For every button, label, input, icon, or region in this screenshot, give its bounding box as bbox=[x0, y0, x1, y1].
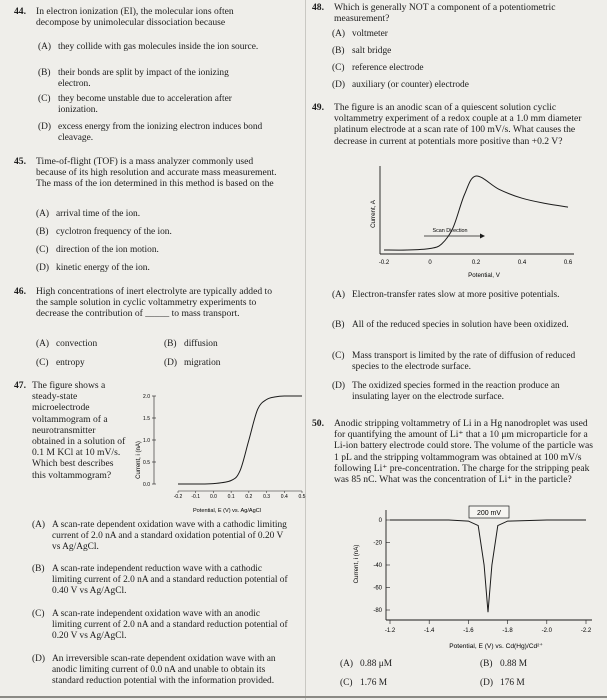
q50-option-a[interactable]: (A) 0.88 μM bbox=[340, 659, 393, 669]
question-number: 44. bbox=[14, 6, 26, 17]
q44-option-a[interactable]: (A) they collide with gas molecules inside the ion source. bbox=[38, 42, 259, 52]
q50-option-d[interactable]: (D) 176 M bbox=[480, 678, 525, 688]
x-tick-label: 0.6 bbox=[563, 260, 573, 266]
scale-bar-label: 200 mV bbox=[476, 510, 502, 517]
question-stem: The figure is an anodic scan of a quiescent solution cyclic voltammetry experiment of a redox couple at a 1.0 mm diameter platinum electrode at a scan rate of 100 mV/s. What causes the decrease in current at potentials more positive than +0.2 V? bbox=[334, 102, 582, 147]
y-tick-label: -60 bbox=[373, 585, 382, 592]
x-tick-label: 0 bbox=[428, 260, 432, 266]
y-axis-label: Current, i (nA) bbox=[353, 544, 360, 584]
y-axis-label: Current, i (nA) bbox=[136, 441, 142, 479]
y-ticks-50 bbox=[373, 518, 390, 614]
question-number: 49. bbox=[312, 102, 324, 113]
y-tick-label: 0.5 bbox=[143, 459, 150, 466]
q47-option-c[interactable]: (C) A scan-rate independent oxidation wave with an anodic limiting current of 2.0 nA and a standard reduction potential of 0.20 V vs Ag/AgCl. bbox=[32, 609, 288, 641]
x-tick-label: 0.0 bbox=[209, 494, 217, 500]
question-stem: Time-of-flight (TOF) is a mass analyzer commonly used because of its high resolution and accurate mass measurement. The mass of the ion determined in this method is based on the bbox=[36, 156, 277, 190]
scan-direction-label: Scan Direction bbox=[432, 228, 468, 234]
question-number: 46. bbox=[14, 286, 26, 297]
question-44 bbox=[14, 6, 296, 28]
question-stem: Anodic stripping voltammetry of Li in a Hg nanodroplet was used for quantifying the amount of Li⁺ that a 10 μm microparticle for a Li-ion battery electrode could store. The volume of the particle was 1 pL and the stripping voltammogram was obtained at 100 mV/s following Li⁺ pre-concentration. The charge for the stripping peak was 85 nC. What was the concentration of Li⁺ in the particle? bbox=[334, 418, 594, 486]
x-tick-label: 0.3 bbox=[263, 494, 271, 500]
q46-option-b[interactable]: (B) diffusion bbox=[164, 339, 218, 349]
x-tick-label: -1.8 bbox=[502, 628, 513, 634]
question-49 bbox=[312, 102, 602, 147]
q48-option-c[interactable]: (C) reference electrode bbox=[332, 63, 424, 73]
q45-option-d[interactable]: (D) kinetic energy of the ion. bbox=[36, 263, 150, 273]
x-tick-label: 0.4 bbox=[517, 260, 527, 266]
arrow-head-icon bbox=[480, 234, 485, 239]
x-tick-label: -1.4 bbox=[424, 628, 435, 634]
x-tick-label: 0.1 bbox=[227, 494, 235, 500]
q48-option-d[interactable]: (D) auxiliary (or counter) electrode bbox=[332, 80, 469, 90]
question-stem: The figure shows a steady-state microelectrode voltammogram of a neurotransmitter obtained in a solution of 0.1 M KCl at 10 mV/s. Which best describes this voltammogram? bbox=[32, 380, 126, 481]
q49-option-b[interactable]: (B) All of the reduced species in solution have been oxidized. bbox=[332, 320, 569, 330]
x-tick-label: 0.4 bbox=[280, 494, 288, 500]
column-divider bbox=[305, 0, 306, 700]
question-number: 47. bbox=[14, 380, 26, 391]
question-number: 48. bbox=[312, 2, 324, 13]
q49-option-a[interactable]: (A) Electron-transfer rates slow at more positive potentials. bbox=[332, 290, 560, 300]
cyclic-voltammogram-49-chart bbox=[362, 162, 582, 282]
question-stem: High concentrations of inert electrolyte are typically added to the sample solution in cyclic voltammetry experiments to decrease the contribution of _____ to mass transport. bbox=[36, 286, 273, 320]
y-axis-label: Current, A bbox=[370, 200, 377, 228]
question-number: 50. bbox=[312, 418, 324, 429]
x-ticks-50 bbox=[385, 620, 592, 634]
q49-option-d[interactable]: (D) The oxidized species formed in the reaction produce an insulating layer on the electrode surface. bbox=[332, 381, 560, 402]
q44-option-d[interactable]: (D) excess energy from the ionizing electron induces bond cleavage. bbox=[38, 122, 263, 143]
y-tick-label: 1.5 bbox=[143, 415, 150, 422]
x-ticks-49 bbox=[379, 260, 573, 266]
x-tick-label: -1.6 bbox=[463, 628, 474, 634]
q46-option-c[interactable]: (C) entropy bbox=[36, 358, 85, 368]
q46-option-d[interactable]: (D) migration bbox=[164, 358, 221, 368]
q45-option-b[interactable]: (B) cyclotron frequency of the ion. bbox=[36, 227, 172, 237]
q48-option-b[interactable]: (B) salt bridge bbox=[332, 46, 392, 56]
x-tick-label: -0.2 bbox=[173, 494, 183, 500]
question-47 bbox=[14, 380, 126, 481]
x-axis-label: Potential, E (V) vs. Cd(Hg)/Cd²⁺ bbox=[449, 643, 543, 650]
q50-option-b[interactable]: (B) 0.88 M bbox=[480, 659, 528, 669]
question-48 bbox=[312, 2, 602, 24]
x-tick-label: -0.1 bbox=[191, 494, 201, 500]
x-tick-label: 0.2 bbox=[471, 260, 481, 266]
q47-option-a[interactable]: (A) A scan-rate dependent oxidation wave with a cathodic limiting current of 2.0 nA and a standard oxidation potential of 0.20 V vs Ag/AgCl. bbox=[32, 520, 287, 552]
y-ticks-47 bbox=[143, 394, 156, 488]
question-50 bbox=[312, 418, 604, 485]
x-axis-label: Potential, E (V) vs. Ag/AgCl bbox=[192, 508, 262, 514]
y-tick-label: 0 bbox=[378, 518, 382, 524]
question-45 bbox=[14, 156, 296, 190]
q44-option-c[interactable]: (C) they become unstable due to acceleration after ionization. bbox=[38, 94, 232, 115]
q49-option-c[interactable]: (C) Mass transport is limited by the rate of diffusion of reduced species to the electrode surface. bbox=[332, 351, 576, 372]
q47-option-b[interactable]: (B) A scan-rate independent reduction wave with a cathodic limiting current of 2.0 nA and a standard reduction potential of 0.40 V vs Ag/AgCl. bbox=[32, 564, 288, 596]
question-stem: Which is generally NOT a component of a potentiometric measurement? bbox=[334, 2, 556, 25]
x-tick-label: 0.2 bbox=[245, 494, 253, 500]
x-axis-label: Potential, V bbox=[468, 272, 500, 279]
q45-option-c[interactable]: (C) direction of the ion motion. bbox=[36, 245, 159, 255]
y-tick-label: -40 bbox=[373, 563, 382, 569]
q47-option-d[interactable]: (D) An irreversible scan-rate dependent oxidation wave with an anodic limiting current of 0.0 nA and unable to obtain its standard reduction potential with the information provided. bbox=[32, 654, 276, 686]
y-tick-label: 1.0 bbox=[143, 437, 150, 444]
question-number: 45. bbox=[14, 156, 26, 167]
x-tick-label: -2.0 bbox=[541, 628, 552, 634]
stripping-voltammogram-50-chart bbox=[346, 500, 600, 652]
q46-option-a[interactable]: (A) convection bbox=[36, 339, 98, 349]
y-tick-label: -20 bbox=[373, 540, 382, 547]
x-ticks-47 bbox=[174, 491, 306, 500]
x-tick-label: -0.2 bbox=[378, 260, 390, 266]
x-tick-label: -2.2 bbox=[580, 628, 592, 634]
cv-curve bbox=[384, 176, 568, 250]
voltammogram-47-chart bbox=[122, 388, 306, 516]
y-tick-label: 0.0 bbox=[143, 481, 150, 488]
x-tick-label: 0.5 bbox=[298, 494, 306, 500]
y-tick-label: 2.0 bbox=[143, 393, 150, 400]
x-tick-label: -1.2 bbox=[384, 628, 396, 634]
q44-option-b[interactable]: (B) their bonds are split by impact of the ionizing electron. bbox=[38, 68, 229, 89]
stripping-peak-curve bbox=[390, 520, 586, 612]
q50-option-c[interactable]: (C) 1.76 M bbox=[340, 678, 388, 688]
q45-option-a[interactable]: (A) arrival time of the ion. bbox=[36, 209, 141, 219]
q48-option-a[interactable]: (A) voltmeter bbox=[332, 29, 388, 39]
page-bottom-rule bbox=[0, 696, 607, 698]
question-46 bbox=[14, 286, 296, 320]
question-stem: In electron ionization (EI), the molecular ions often decompose by unimolecular dissociation because bbox=[36, 6, 234, 29]
y-tick-label: -80 bbox=[373, 608, 382, 614]
voltammogram-curve bbox=[178, 396, 302, 484]
